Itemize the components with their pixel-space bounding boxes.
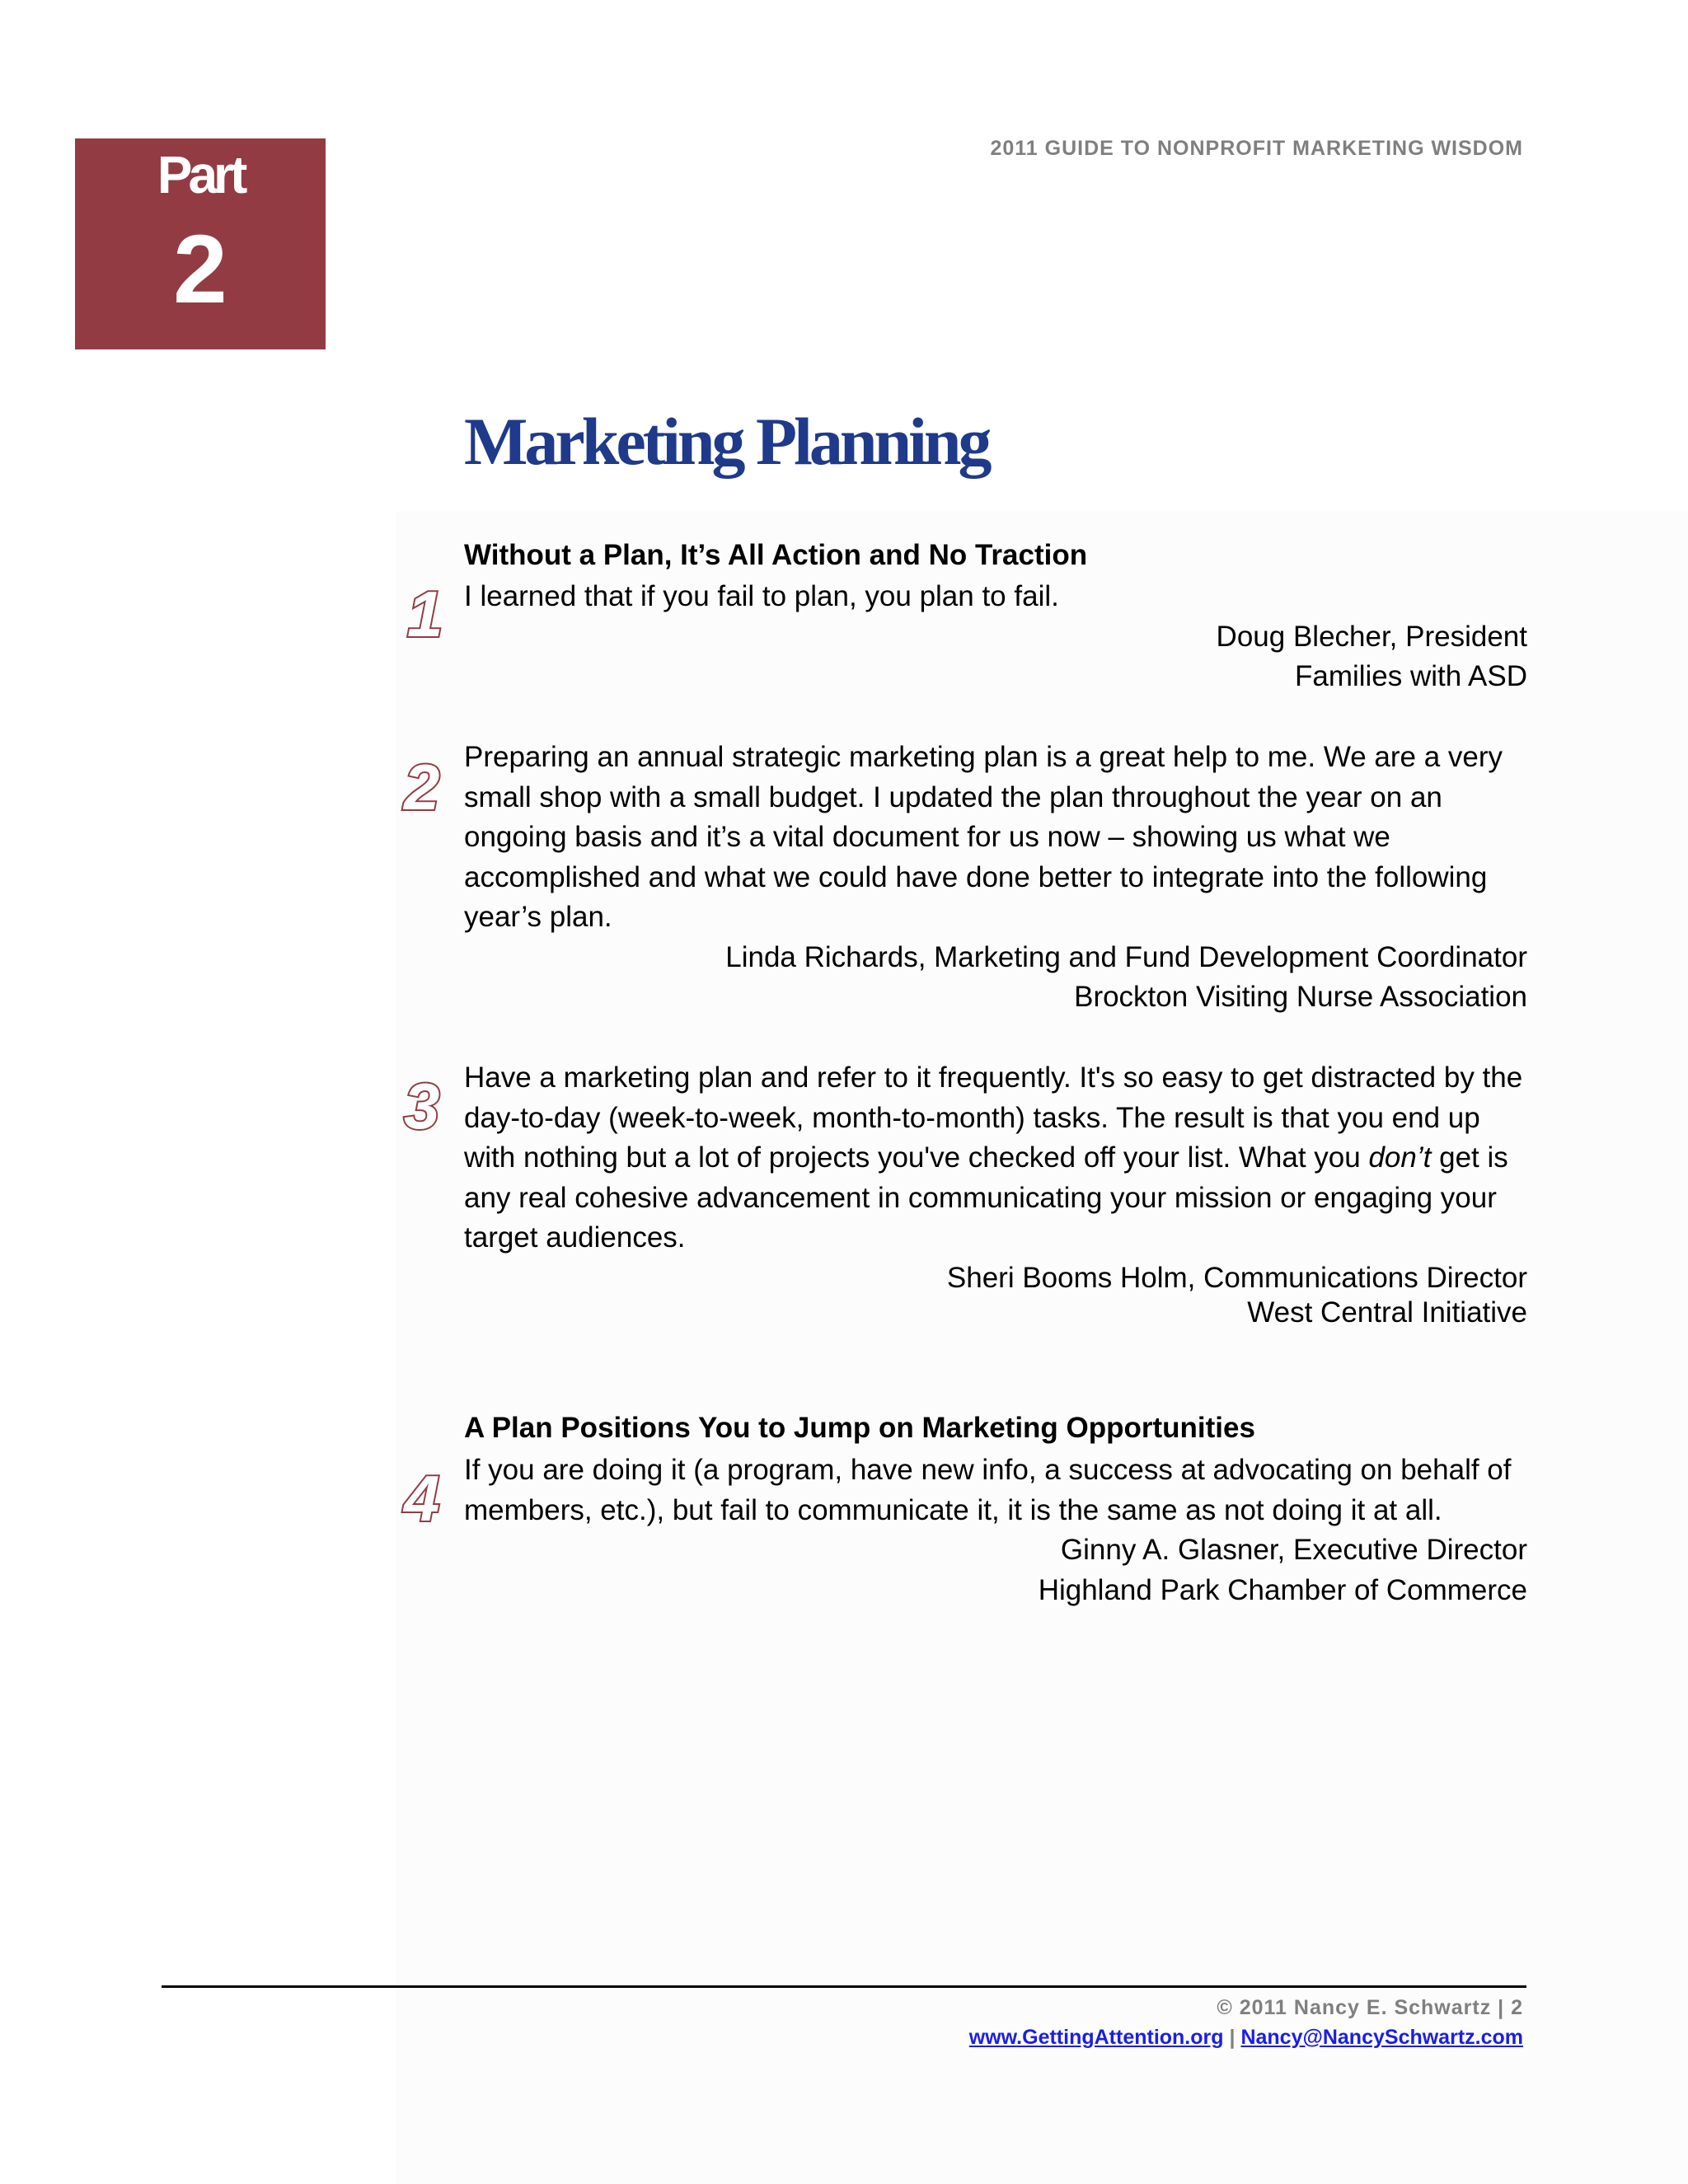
footer <box>969 1993 1523 2052</box>
quote-author: Linda Richards, Marketing and Fund Development Coordinator <box>725 940 1527 973</box>
quote-text: Have a marketing plan and refer to it frequently. It's so easy to get distracted by the day-to-day (week-to-week, month-to-month) tasks. The result is that you end up with nothing but a lot of projects you've checked off your list. What you don’t get is any real cohesive advancement in communicating your mission or engaging your target audiences. <box>464 1062 1523 1254</box>
quote-2 <box>464 738 1527 1018</box>
number-four-icon <box>401 1461 458 1527</box>
section-heading: Without a Plan, It’s All Action and No Traction <box>464 539 1088 571</box>
quote-text: If you are doing it (a program, have new info, a success at advocating on behalf of members, etc.), but fail to communicate it, it is the same as not doing it at all. <box>464 1454 1512 1526</box>
svg-text:3: 3 <box>404 1070 440 1135</box>
footer-divider <box>162 1985 1526 1988</box>
emphasis: don’t <box>1368 1141 1432 1174</box>
part-number: 2 <box>173 215 227 324</box>
website-link[interactable]: www.GettingAttention.org <box>968 2026 1224 2049</box>
number-two-icon <box>401 750 458 816</box>
quote-organization: West Central Initiative <box>1247 1296 1527 1329</box>
email-link[interactable]: Nancy@NancySchwartz.com <box>1240 2026 1523 2049</box>
quote-text: I learned that if you fail to plan, you plan to fail. <box>464 580 1059 612</box>
svg-text:4: 4 <box>404 1462 440 1527</box>
copyright-text: © 2011 Nancy E. Schwartz | 2 <box>1217 1996 1523 2019</box>
link-separator: | <box>1229 2026 1236 2049</box>
quote-4 <box>464 1451 1527 1610</box>
quote-author: Ginny A. Glasner, Executive Director <box>1060 1534 1527 1566</box>
quote-organization: Brockton Visiting Nurse Association <box>1074 981 1527 1013</box>
part-badge <box>75 138 326 349</box>
page-title: Marketing Planning <box>464 404 989 479</box>
quote-3 <box>464 1058 1527 1333</box>
guide-header: 2011 GUIDE TO NONPROFIT MARKETING WISDOM <box>990 137 1523 160</box>
quote-organization: Families with ASD <box>1294 660 1527 692</box>
svg-text:2: 2 <box>404 751 440 816</box>
svg-text:1: 1 <box>407 578 443 643</box>
part-label: Part <box>157 145 244 204</box>
quote-organization: Highland Park Chamber of Commerce <box>1038 1573 1527 1606</box>
number-three-icon <box>401 1069 458 1135</box>
quote-1 <box>464 577 1527 697</box>
number-one-icon <box>402 577 460 643</box>
footer-links <box>969 2022 1523 2052</box>
quote-text: Preparing an annual strategic marketing plan is a great help to me. We are a very small shop with a small budget. I updated the plan throughout the year on an ongoing basis and it’s a vital document for us now – showing us what we accomplished and what we could have done better to integrate into the following year’s plan. <box>464 741 1503 933</box>
quote-author: Sheri Booms Holm, Communications Director <box>946 1261 1527 1294</box>
section-heading: A Plan Positions You to Jump on Marketing Opportunities <box>464 1412 1255 1444</box>
quote-author: Doug Blecher, President <box>1216 620 1527 653</box>
